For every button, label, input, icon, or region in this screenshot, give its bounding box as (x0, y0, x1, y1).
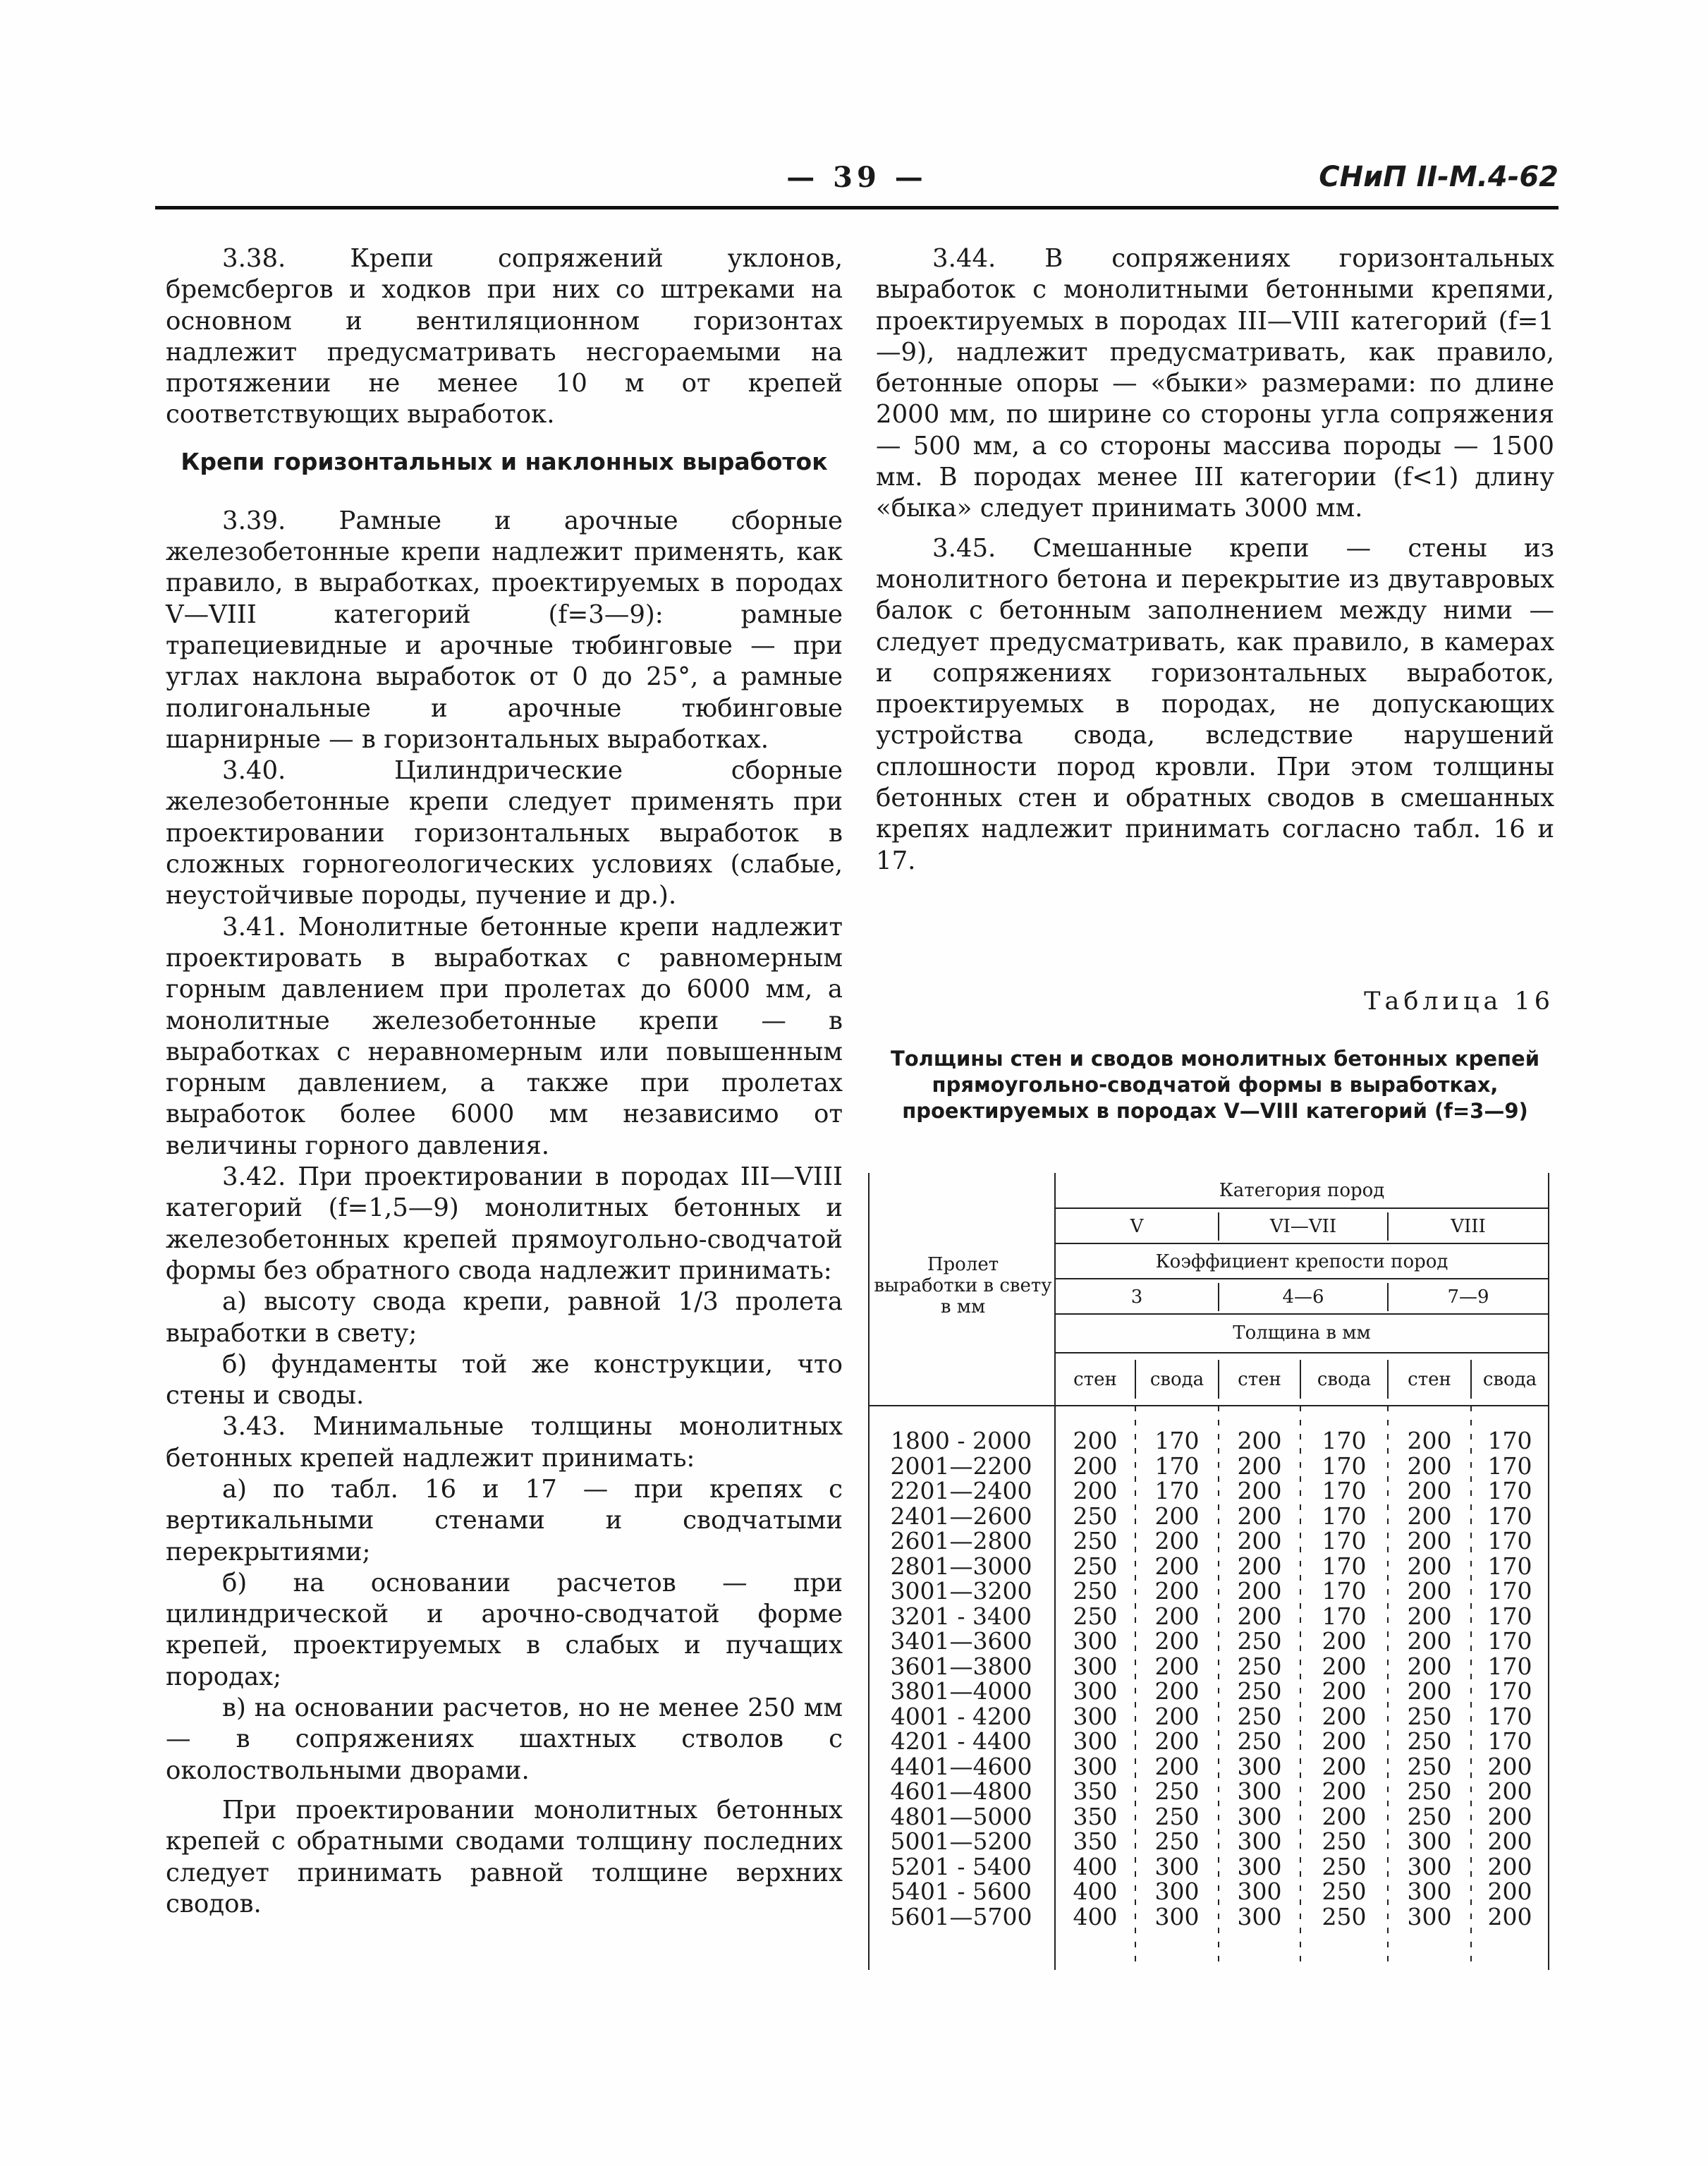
span-range-cell: 2601—2800 (890, 1527, 1032, 1554)
thickness-cell: 400 (1073, 1852, 1118, 1880)
thickness-cell: 300 (1407, 1902, 1452, 1930)
thickness-cell: 200 (1407, 1552, 1452, 1580)
list-item: в) на основании расчетов, но не менее 250 мм — в сопряжениях шахтных стволов с околоствольными дворами. (166, 1693, 843, 1785)
span-range-cell: 4601—4800 (890, 1777, 1032, 1805)
thickness-cell: 170 (1322, 1577, 1367, 1605)
thickness-cell: 300 (1237, 1752, 1282, 1780)
thickness-cell: 170 (1322, 1527, 1367, 1554)
thickness-cell: 200 (1154, 1627, 1200, 1655)
span-range-cell: 2001—2200 (890, 1452, 1032, 1480)
thickness-cell: 200 (1073, 1427, 1118, 1454)
thickness-cell: 200 (1154, 1602, 1200, 1630)
span-range-cell: 5201 - 5400 (890, 1852, 1032, 1880)
paragraph-3-38: 3.38. Крепи сопряжений уклонов, бремсбергов и ходков при них со штреками на основном и вентиляционном горизонтах надлежит предусматривать несгораемыми на протяжении не менее 10 м от крепей соответствующих выработок. (166, 244, 843, 430)
thickness-cell: 200 (1237, 1577, 1282, 1605)
thickness-cell: 250 (1322, 1852, 1367, 1880)
paragraph-3-43: 3.43. Минимальные толщины монолитных бетонных крепей надлежит принимать: (166, 1412, 843, 1473)
thickness-cell: 200 (1487, 1878, 1532, 1905)
thickness-cell: 300 (1073, 1652, 1118, 1680)
coef-header: Коэффициент крепости пород (1155, 1251, 1448, 1272)
thickness-cell: 170 (1487, 1552, 1532, 1580)
span-range-cell: 3401—3600 (890, 1627, 1032, 1655)
category-label: V (1130, 1216, 1144, 1237)
thickness-cell: 200 (1322, 1727, 1367, 1755)
thickness-cell: 170 (1487, 1477, 1532, 1504)
thickness-cell: 300 (1407, 1827, 1452, 1855)
span-range-cell: 2401—2600 (890, 1502, 1032, 1530)
page-number: — 39 — (786, 161, 927, 194)
thickness-cell: 250 (1073, 1577, 1118, 1605)
thickness-cell: 200 (1154, 1727, 1200, 1755)
span-header: Пролет выработки в свету в мм (874, 1254, 1052, 1318)
thickness-cell: 200 (1407, 1427, 1452, 1454)
thickness-cell: 170 (1322, 1502, 1367, 1530)
span-range-cell: 5601—5700 (890, 1902, 1032, 1930)
category-header: Категория пород (1219, 1180, 1385, 1201)
thickness-cell: 170 (1322, 1552, 1367, 1580)
thickness-cell: 250 (1322, 1902, 1367, 1930)
thickness-cell: 200 (1154, 1552, 1200, 1580)
thickness-cell: 200 (1407, 1677, 1452, 1705)
list-item: а) по табл. 16 и 17 — при крепях с вертикальными стенами и сводчатыми перекрытиями; (166, 1474, 843, 1566)
category-label: VIII (1451, 1216, 1486, 1237)
list-item: а) высоту свода крепи, равной 1/3 пролета выработки в свету; (166, 1287, 843, 1348)
span-range-cell: 2801—3000 (890, 1552, 1032, 1580)
list-item: б) на основании расчетов — при цилиндрической и арочно-сводчатой форме крепей, проектируемых в слабых и пучащих породах; (166, 1568, 843, 1691)
thickness-cell: 170 (1487, 1452, 1532, 1480)
thickness-cell: 300 (1237, 1802, 1282, 1830)
table-title: Толщины стен и сводов монолитных бетонных крепей прямоугольно-сводчатой формы в выработках, проектируемых в породах V—VIII категорий (f=3—9) (890, 1047, 1540, 1123)
paragraph-3-45: 3.45. Смешанные крепи — стены из монолитного бетона и перекрытие из двутавровых балок с бетонным заполнением между ними — следует предусматривать, как правило, в камерах и сопряжениях горизонтальных выработок, проектируемых в породах, не допускающих устройства свода, вследствие нарушений сплошности пород кровли. При этом толщины бетонных стен и обратных сводов в смешанных крепях надлежит принимать согласно табл. 16 и 17. (876, 533, 1554, 875)
span-range-cell: 3201 - 3400 (890, 1602, 1032, 1630)
coef-label: 4—6 (1282, 1286, 1324, 1308)
span-range-cell: 3601—3800 (890, 1652, 1032, 1680)
thickness-cell: 200 (1154, 1502, 1200, 1530)
thickness-cell: 250 (1407, 1752, 1452, 1780)
thickness-cell: 200 (1487, 1752, 1532, 1780)
thickness-cell: 170 (1322, 1602, 1367, 1630)
thickness-cell: 170 (1487, 1627, 1532, 1655)
thickness-cell: 170 (1322, 1427, 1367, 1454)
paragraph-3-44: 3.44. В сопряжениях горизонтальных выработок с монолитными бетонными крепями, проектируемых в породах III—VIII категорий (f=1—9), надлежит предусматривать, как правило, бетонные опоры — «быки» размерами: по длине 2000 мм, по ширине со стороны угла сопряжения — 500 мм, а со стороны массива породы — 1500 мм. В породах менее III категории (f<1) длину «быка» следует принимать 3000 мм. (876, 244, 1554, 523)
paragraph-3-41: 3.41. Монолитные бетонные крепи надлежит проектировать в выработках с равномерным горным давлением при пролетах до 6000 мм, а монолитные железобетонные крепи — в выработках с неравномерным или повышенным горным давлением, а также при пролетах выработок более 6000 мм независимо от величины горного давления. (166, 912, 843, 1160)
paragraph-3-43-tail: При проектировании монолитных бетонных крепей с обратными сводами толщину последних следует принимать равной толщине верхних сводов. (166, 1795, 843, 1918)
thickness-cell: 200 (1237, 1552, 1282, 1580)
thickness-cell: 300 (1073, 1627, 1118, 1655)
thickness-cell: 300 (1154, 1902, 1200, 1930)
thickness-cell: 200 (1407, 1577, 1452, 1605)
thickness-cell: 200 (1237, 1502, 1282, 1530)
sub-header: свода (1317, 1369, 1372, 1390)
coef-label: 7—9 (1447, 1286, 1489, 1308)
thickness-cell: 200 (1407, 1452, 1452, 1480)
span-range-cell: 3801—4000 (890, 1677, 1032, 1705)
thickness-cell: 200 (1322, 1652, 1367, 1680)
thickness-cell: 200 (1237, 1452, 1282, 1480)
thickness-cell: 300 (1154, 1852, 1200, 1880)
thickness-cell: 200 (1154, 1652, 1200, 1680)
span-range-cell: 4201 - 4400 (890, 1727, 1032, 1755)
thickness-cell: 400 (1073, 1878, 1118, 1905)
thickness-cell: 170 (1487, 1527, 1532, 1554)
thickness-cell: 170 (1322, 1477, 1367, 1504)
thickness-cell: 200 (1237, 1477, 1282, 1504)
category-label: VI—VII (1269, 1216, 1337, 1237)
sub-header: свода (1482, 1369, 1537, 1390)
right-column (876, 243, 1554, 877)
thickness-cell: 200 (1322, 1702, 1367, 1730)
thickness-cell: 400 (1073, 1902, 1118, 1930)
thickness-cell: 200 (1487, 1802, 1532, 1830)
thickness-cell: 170 (1487, 1427, 1532, 1454)
thickness-cell: 250 (1407, 1702, 1452, 1730)
thickness-cell: 170 (1154, 1477, 1200, 1504)
thickness-cell: 170 (1487, 1602, 1532, 1630)
thickness-cell: 170 (1487, 1727, 1532, 1755)
thickness-cell: 250 (1237, 1627, 1282, 1655)
span-range-cell: 1800 - 2000 (890, 1427, 1032, 1454)
thickness-cell: 300 (1407, 1852, 1452, 1880)
thickness-cell: 200 (1322, 1627, 1367, 1655)
sub-header: стен (1238, 1369, 1281, 1390)
thickness-cell: 250 (1407, 1727, 1452, 1755)
span-range-cell: 2201—2400 (890, 1477, 1032, 1504)
thickness-cell: 170 (1487, 1577, 1532, 1605)
thickness-cell: 200 (1407, 1502, 1452, 1530)
thickness-cell: 300 (1237, 1827, 1282, 1855)
span-range-cell: 3001—3200 (890, 1577, 1032, 1605)
thickness-cell: 170 (1487, 1702, 1532, 1730)
thickness-cell: 250 (1237, 1677, 1282, 1705)
thickness-cell: 250 (1322, 1878, 1367, 1905)
thickness-cell: 250 (1073, 1552, 1118, 1580)
thickness-cell: 170 (1154, 1427, 1200, 1454)
thickness-cell: 200 (1154, 1752, 1200, 1780)
thickness-cell: 200 (1487, 1827, 1532, 1855)
sub-header: стен (1073, 1369, 1117, 1390)
thickness-cell: 300 (1237, 1852, 1282, 1880)
paragraph-3-42: 3.42. При проектировании в породах III—VIII категорий (f=1,5—9) монолитных бетонных и железобетонных крепей прямоугольно-сводчатой формы без обратного свода надлежит принимать: (166, 1162, 843, 1285)
thickness-cell: 350 (1073, 1802, 1118, 1830)
thickness-cell: 250 (1237, 1727, 1282, 1755)
thickness-cell: 170 (1487, 1652, 1532, 1680)
thickness-cell: 300 (1073, 1727, 1118, 1755)
thickness-cell: 200 (1322, 1677, 1367, 1705)
thickness-cell: 200 (1407, 1527, 1452, 1554)
sub-header: свода (1149, 1369, 1204, 1390)
span-range-cell: 5001—5200 (890, 1827, 1032, 1855)
thickness-cell: 200 (1487, 1902, 1532, 1930)
thickness-cell: 170 (1154, 1452, 1200, 1480)
thickness-cell: 200 (1237, 1602, 1282, 1630)
paragraph-3-39: 3.39. Рамные и арочные сборные железобетонные крепи надлежит применять, как правило, в выработках, проектируемых в породах V—VIII категорий (f=3—9): рамные трапециевидные и арочные тюбинговые — при углах наклона выработок от 0 до 25°, а рамные полигональные и арочные тюбинговые шарнирные — в горизонтальных выработках. (166, 506, 843, 754)
thickness-cell: 200 (1322, 1777, 1367, 1805)
thickness-cell: 300 (1237, 1878, 1282, 1905)
document-code: СНиП II-М.4-62 (1319, 161, 1558, 193)
thickness-cell: 300 (1237, 1777, 1282, 1805)
thickness-cell: 250 (1073, 1502, 1118, 1530)
thickness-cell: 250 (1322, 1827, 1367, 1855)
span-range-cell: 4801—5000 (890, 1802, 1032, 1830)
thickness-cell: 200 (1407, 1627, 1452, 1655)
thickness-cell: 350 (1073, 1777, 1118, 1805)
thickness-cell: 250 (1154, 1777, 1200, 1805)
thickness-cell: 300 (1073, 1702, 1118, 1730)
thickness-cell: 200 (1073, 1477, 1118, 1504)
thickness-cell: 250 (1073, 1602, 1118, 1630)
section-title: Крепи горизонтальных и наклонных выработок (181, 447, 828, 475)
thickness-cell: 300 (1073, 1677, 1118, 1705)
thickness-cell: 200 (1487, 1777, 1532, 1805)
thickness-cell: 250 (1073, 1527, 1118, 1554)
table-label: Таблица 16 (1364, 987, 1554, 1016)
thickness-cell: 200 (1322, 1752, 1367, 1780)
coef-label: 3 (1130, 1286, 1143, 1308)
thickness-cell: 200 (1407, 1652, 1452, 1680)
header-rule (155, 206, 1558, 209)
list-item: б) фундаменты той же конструкции, что стены и своды. (166, 1349, 843, 1411)
paragraph-3-40: 3.40. Цилиндрические сборные железобетонные крепи следует применять при проектировании горизонтальных выработок в сложных горногеологических условиях (слабые, неустойчивые породы, пучение и др.). (166, 756, 843, 911)
span-range-cell: 5401 - 5600 (890, 1878, 1032, 1905)
sub-header: стен (1408, 1369, 1451, 1390)
thickness-cell: 200 (1487, 1852, 1532, 1880)
thickness-cell: 350 (1073, 1827, 1118, 1855)
thickness-cell: 300 (1237, 1902, 1282, 1930)
thickness-cell: 200 (1407, 1602, 1452, 1630)
thickness-cell: 170 (1487, 1677, 1532, 1705)
span-range-cell: 4401—4600 (890, 1752, 1032, 1780)
thickness-cell: 250 (1237, 1702, 1282, 1730)
thickness-header: Толщина в мм (1233, 1322, 1371, 1344)
thickness-cell: 300 (1407, 1878, 1452, 1905)
thickness-table (866, 1173, 1551, 1970)
thickness-cell: 200 (1073, 1452, 1118, 1480)
thickness-cell: 250 (1154, 1827, 1200, 1855)
thickness-cell: 170 (1487, 1502, 1532, 1530)
thickness-cell: 200 (1237, 1527, 1282, 1554)
thickness-cell: 250 (1154, 1802, 1200, 1830)
thickness-cell: 200 (1407, 1477, 1452, 1504)
thickness-cell: 250 (1407, 1802, 1452, 1830)
thickness-cell: 200 (1154, 1527, 1200, 1554)
thickness-cell: 200 (1154, 1577, 1200, 1605)
thickness-cell: 300 (1073, 1752, 1118, 1780)
thickness-cell: 250 (1237, 1652, 1282, 1680)
thickness-cell: 200 (1154, 1677, 1200, 1705)
thickness-cell: 200 (1154, 1702, 1200, 1730)
thickness-cell: 200 (1322, 1802, 1367, 1830)
thickness-cell: 300 (1154, 1878, 1200, 1905)
span-range-cell: 4001 - 4200 (890, 1702, 1032, 1730)
thickness-cell: 200 (1237, 1427, 1282, 1454)
left-column (166, 243, 843, 1920)
thickness-cell: 170 (1322, 1452, 1367, 1480)
thickness-cell: 250 (1407, 1777, 1452, 1805)
